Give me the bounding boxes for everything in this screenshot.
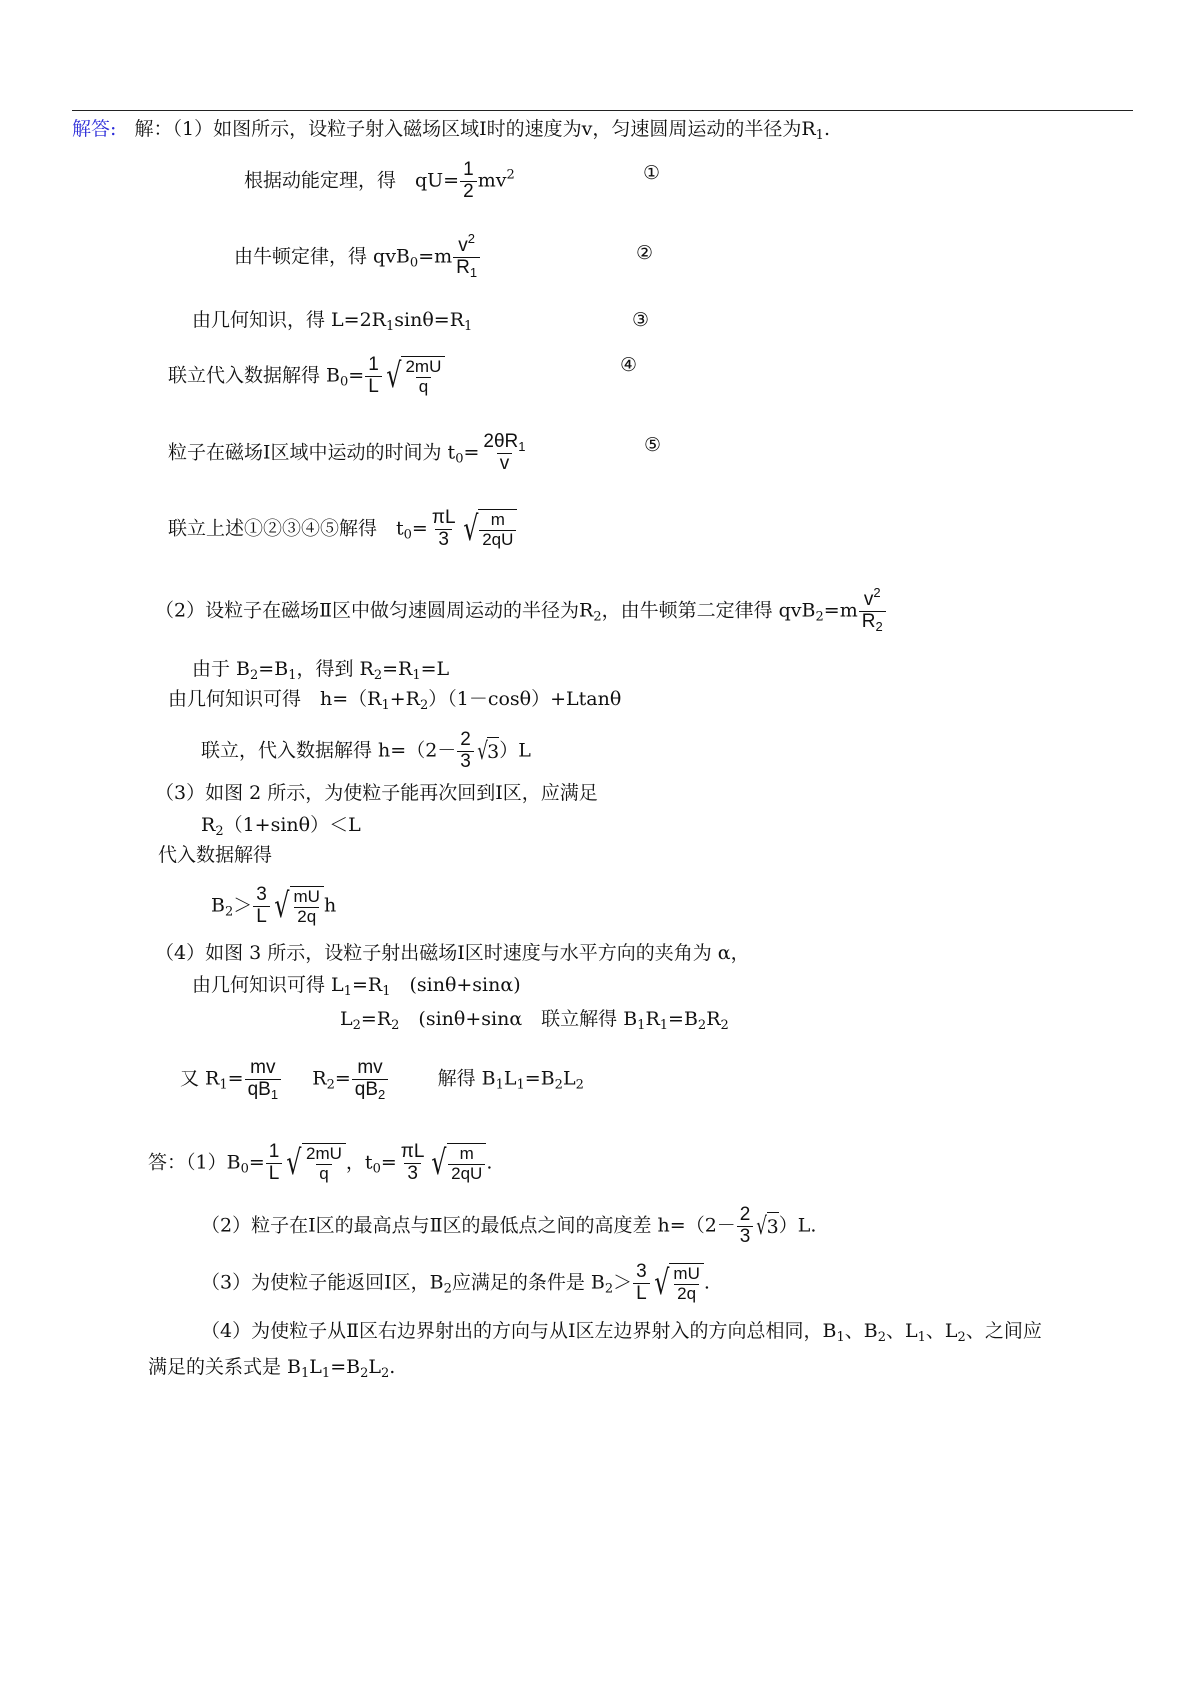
- top-rule: [72, 110, 1133, 111]
- answer-label: 解答:: [72, 118, 117, 140]
- eq-marker-1: ①: [643, 162, 661, 184]
- l2-geometry-line: $L_2=R_2$ (sinθ+sinα 联立解得 $B_1R_1=B_2R_2$: [340, 1008, 729, 1033]
- eq-marker-5: ⑤: [644, 434, 662, 456]
- b2-condition-line: $B_2>$ $\frac{3}{L}$ √ $\frac{mU}{2q}$ h: [211, 884, 337, 927]
- geometry-line-1: 由几何知识，得 $L=2R_1\sin\theta=R_1$: [192, 309, 473, 334]
- substitute-line: 代入数据解得: [158, 844, 273, 866]
- condition-line: $R_2(1+\sin\theta)<L$: [201, 814, 361, 839]
- radius-formula-line: 又 $R_1=$ $\frac{mv}{qB_1}$ $R_2=$ $\frac{mv}{qB_2}$ 解得 $B_1L_1=B_2L_2$: [180, 1057, 584, 1102]
- part-2-line: （2）设粒子在磁场Ⅱ区中做匀速圆周运动的半径为$R_2$，由牛顿第二定律得 qvB$_2$=m $\frac{v^2}{R_2}$: [155, 590, 887, 633]
- solve-h-line: 联立，代入数据解得 h=（2－ $\frac{2}{3}$ √ 3 ）L: [201, 729, 531, 772]
- solve-b0-line: 联立代入数据解得 $B_0=$ $\frac{1}{L}$ √ $\frac{2mU}{q}$: [168, 355, 445, 398]
- eq-marker-4: ④: [620, 354, 638, 376]
- newton-law-line: 由牛顿定律，得 qvB$_0$=m $\frac{v^2}{R_1}$: [234, 236, 481, 279]
- kinetic-energy-theorem: 根据动能定理，得 qU= $\frac{1}{2}$ $mv^2$: [244, 159, 515, 202]
- part-4-line: （4）如图 3 所示，设粒子射出磁场Ⅰ区时速度与水平方向的夹角为 α，: [155, 942, 750, 964]
- answer-2-line: （2）粒子在Ⅰ区的最高点与Ⅱ区的最低点之间的高度差 h=（2－ $\frac{2}{3}$ √ 3 ）L.: [201, 1204, 817, 1247]
- height-geometry-line: 由几何知识可得 $h=(R_1+R_2)(1-\cos\theta)+Ltan\theta$: [168, 688, 622, 713]
- answer-3-line: （3）为使粒子能返回Ⅰ区，$B_2$应满足的条件是 $B_2>$ $\frac{3}{L}$ √ $\frac{mU}{2q}$ .: [201, 1261, 710, 1304]
- eq-marker-2: ②: [636, 242, 654, 264]
- part-3-line: （3）如图 2 所示，为使粒子能再次回到Ⅰ区，应满足: [155, 782, 598, 804]
- l1-geometry-line: 由几何知识可得 $L_1=R_1$ (sinθ+sinα): [192, 974, 521, 999]
- answer-4-line: （4）为使粒子从Ⅱ区右边界射出的方向与从Ⅰ区左边界射入的方向总相同，$B_1$、$B_2$、$L_1$、$L_2$、之间应: [201, 1320, 1042, 1345]
- solution-line-1: 解答: 解：（1）如图所示，设粒子射入磁场区域Ⅰ时的速度为v，匀速圆周运动的半径为$R_1$.: [72, 118, 830, 143]
- radius-equal-line: 由于 $B_2=B_1$，得到 $R_2=R_1=L$: [192, 658, 450, 683]
- answer-1-line: 答：$(1)B_0=$ $\frac{1}{L}$ √ $\frac{2mU}{q}$ ，$t_0=$ $\frac{\pi L}{3}$ √ $\frac{m}{2qU}$ .: [148, 1141, 493, 1184]
- time-in-region-line: 粒子在磁场Ⅰ区域中运动的时间为 $t_0=$ $\frac{2\theta R_1}{v}$: [168, 431, 526, 474]
- answer-4-continued: 满足的关系式是 $B_1L_1=B_2L_2$.: [148, 1356, 396, 1381]
- eq-marker-3: ③: [632, 309, 650, 331]
- solve-t0-line: 联立上述①②③④⑤解得 $t_0=$ $\frac{\pi L}{3}$ √ $\frac{m}{2qU}$: [168, 508, 517, 551]
